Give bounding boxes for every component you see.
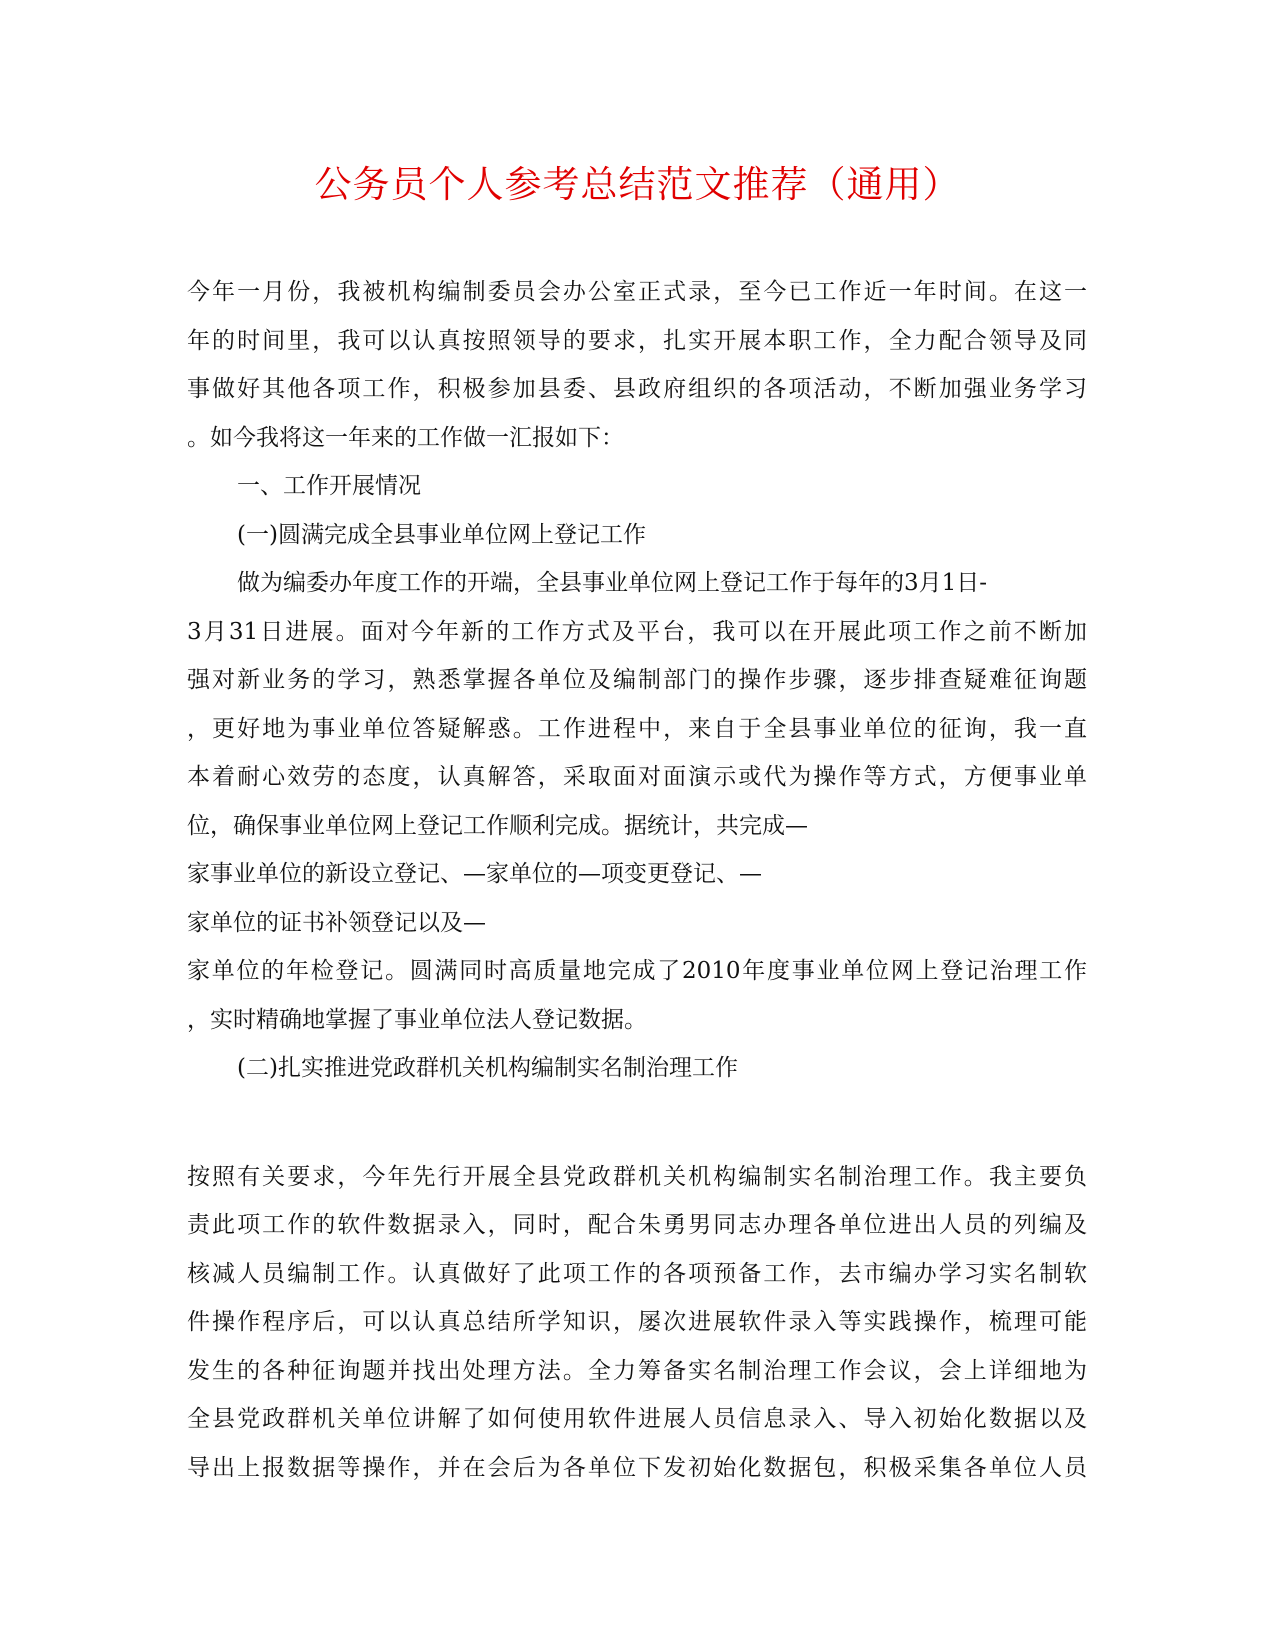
paragraph-line: ，实时精确地掌握了事业单位法人登记数据。 xyxy=(187,1006,647,1033)
document-title: 公务员个人参考总结范文推荐（通用） xyxy=(314,163,961,206)
paragraph-line: 按照有关要求，今年先行开展全县党政群机关机构编制实名制治理工作。我主要负 xyxy=(187,1163,1087,1190)
paragraph-line: 本着耐心效劳的态度，认真解答，采取面对面演示或代为操作等方式，方便事业单 xyxy=(187,764,1087,790)
paragraph-line: 全县党政群机关单位讲解了如何使用软件进展人员信息录入、导入初始化数据以及 xyxy=(187,1406,1087,1432)
paragraph-line: 3月31日进展。面对今年新的工作方式及平台，我可以在开展此项工作之前不断加 xyxy=(187,618,1087,645)
paragraph-line: 件操作程序后，可以认真总结所学知识，屡次进展软件录入等实践操作，梳理可能 xyxy=(187,1309,1087,1335)
paragraph-line: 导出上报数据等操作，并在会后为各单位下发初始化数据包，积极采集各单位人员 xyxy=(187,1454,1087,1481)
paragraph-line: 年的时间里，我可以认真按照领导的要求，扎实开展本职工作，全力配合领导及同 xyxy=(187,327,1087,354)
paragraph-line: 位，确保事业单位网上登记工作顺利完成。据统计，共完成— xyxy=(187,812,808,839)
paragraph-line: 做为编委办年度工作的开端，全县事业单位网上登记工作于每年的3月1日- xyxy=(237,570,988,596)
section-heading: 一、工作开展情况 xyxy=(237,473,421,499)
paragraph-line: ，更好地为事业单位答疑解惑。工作进程中，来自于全县事业单位的征询，我一直 xyxy=(187,715,1087,742)
paragraph-line: 今年一月份，我被机构编制委员会办公室正式录，至今已工作近一年时间。在这一 xyxy=(187,279,1087,305)
paragraph-line: 家单位的年检登记。圆满同时高质量地完成了2010年度事业单位网上登记治理工作 xyxy=(187,958,1087,984)
paragraph-line: 。如今我将这一年来的工作做一汇报如下： xyxy=(187,424,624,451)
paragraph-line: 核减人员编制工作。认真做好了此项工作的各项预备工作，去市编办学习实名制软 xyxy=(187,1260,1087,1287)
subsection-heading: (二)扎实推进党政群机关机构编制实名制治理工作 xyxy=(237,1055,738,1081)
paragraph-gap xyxy=(187,1093,1087,1153)
paragraph-line: 发生的各种征询题并找出处理方法。全力筹备实名制治理工作会议，会上详细地为 xyxy=(187,1357,1087,1384)
paragraph-line: 家单位的证书补领登记以及— xyxy=(187,909,486,936)
paragraph-line: 家事业单位的新设立登记、—家单位的—项变更登记、— xyxy=(187,861,762,887)
document-body xyxy=(187,268,1087,1492)
paragraph-line: 责此项工作的软件数据录入，同时，配合朱勇男同志办理各单位进出人员的列编及 xyxy=(187,1212,1087,1238)
paragraph-line: 强对新业务的学习，熟悉掌握各单位及编制部门的操作步骤，逐步排查疑难征询题 xyxy=(187,667,1087,693)
subsection-heading: (一)圆满完成全县事业单位网上登记工作 xyxy=(237,521,646,548)
paragraph-line: 事做好其他各项工作，积极参加县委、县政府组织的各项活动，不断加强业务学习 xyxy=(187,376,1087,402)
